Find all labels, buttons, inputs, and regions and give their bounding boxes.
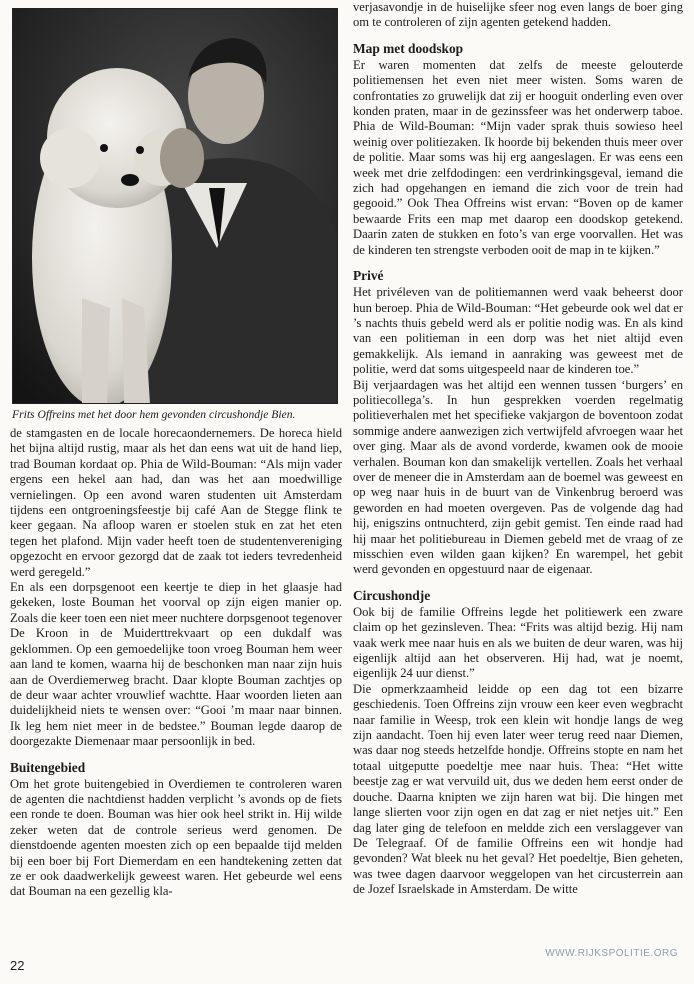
section-heading-buitengebied: Buitengebied — [10, 759, 86, 775]
photo-illustration — [12, 8, 338, 404]
paragraph: En als een dorpsgenoot een keertje te diep in het glaasje had gekeken, loste Bouman het voorval op zijn eigen manier op. Zoals die keer toen een niet meer nuchtere dorpsgenoot tegenover De Kroon in de Muiderttrekvaart op een dukdalf was geklommen. Op een gemoedelijke toon vroeg Bouman hem weer aan land te komen, waarna hij de beschonken man naar zijn huis aan de Overdiemerweg bracht. Daar klopte Bouman zachtjes op de deur waar achter vrouwlief wachtte. Haar woorden lieten aan duidelijkheid niets te wensen over: “Gooi ’m maar naar binnen. Ik leg hem niet meer in de bedstee.” Bouman legde daarop de doorgezakte Diemenaar maar persoonlijk in bed. — [10, 580, 342, 749]
paragraph: Om het grote buitengebied in Overdiemen te controleren waren de agenten die nachtdienst hadden verplicht ’s avonds op de fiets een ronde te doen. Bouman was hier ook heel strikt in. Hij wilde zeker weten dat de controle serieus werd genomen. De dienstdoende agenten moesten zich op een bepaalde tijd melden bij een boer bij Fort Diemerdam en een handtekening zetten dat ze er ook daadwerkelijk geweest waren. Het gebeurde wel eens dat Bouman na een gezellig kla- — [10, 776, 342, 899]
paragraph: verjasavondje in de huiselijke sfeer nog even langs de boer ging om te controleren of zijn agenten getekend hadden. — [353, 0, 683, 30]
photo-caption: Frits Offreins met het door hem gevonden circushondje Bien. — [12, 408, 296, 421]
paragraph: Bij verjaardagen was het altijd een wennen tussen ‘burgers’ en politiecollega’s. In hun gesprekken voerden regelmatig politieverhalen met het specifieke vakjargon de boventoon zodat sommige andere aanwezigen zich vertwijfeld afvroegen waar het over ging. Maar als de avond vorderde, kwamen ook de mooie verhalen. Bouman kon dan smakelijk vertellen. Zoals het verhaal over de meneer die in Amsterdam aan de boemel was geweest en op weg naar huis in de buurt van de Vinkenbrug beroerd was geworden en had moeten overgeven. Pas de volgende dag had hij, enigszins ontnuchterd, zijn gebit gemist. Ten einde raad had hij maar het politiebureau in Diemen gebeld met de vraag of ze misschien even wilden gaan kijken? En warempel, het gebit werd gevonden en opgestuurd naar de eigenaar. — [353, 377, 683, 577]
paragraph: de stamgasten en de locale horecaondernemers. De horeca hield het bijna altijd rustig, maar als het dan eens wat uit de hand liep, trad Bouman kordaat op. Phia de Wild-Bouman: “Als mijn vader ergens een hekel aan had, dan was het aan moedwillige vernielingen. Op een avond waren studenten uit Amsterdam tijdens een ontgroeningsfeestje bij café Aan de Stegge flink te keer gegaan. Na afloop waren er stoelen stuk en zat het eten tegen het plafond. Mijn vader heeft toen de studentenvereniging opgezocht en ervoor gezorgd dat de zaak tot ieders tevredenheid werd geregeld.” — [10, 426, 342, 579]
photo-man-with-poodle — [12, 8, 338, 404]
watermark: WWW.RIJKSPOLITIE.ORG — [545, 948, 678, 959]
right-column — [353, 0, 683, 898]
paragraph: Er waren momenten dat zelfs de meeste gelouterde politiemensen het even niet meer wisten. Soms waren de confrontaties zo gruwelijk dat zij er hooguit onderling even over konden praten, maar in de gezinssfeer was het onderwerp taboe. Phia de Wild-Bouman: “Mijn vader sprak thuis sowieso heel weinig over politiezaken. Ik hoorde bij bekenden thuis meer over de politie. Maar soms was hij erg aangeslagen. Er was eens een week met drie zelfdodingen: een verdrinkingsgeval, iemand die zich had opgehangen en iemand die zich voor de trein had gegooid.” Ook Thea Offreins wist ervan: “Boven op de kamer bewaarde Frits een map met daarop een doodskop getekend. Daarin zaten de stukken en foto’s van erge voorvallen. Het was de kinderen ten strengste verboden ooit de map in te kijken.” — [353, 57, 683, 257]
section-heading-circushondje: Circushondje — [353, 587, 431, 603]
section-heading-prive: Privé — [353, 268, 384, 284]
paragraph: Ook bij de familie Offreins legde het politiewerk een zware claim op het gezinsleven. Thea: “Frits was altijd bezig. Hij nam vaak werk mee naar huis en als we buiten de deur waren, was hij eigenlijk altijd aan het observeren. Hij had, wat je noemt, eigenlijk 24 uur dienst.” — [353, 604, 683, 681]
paragraph: Het privéleven van de politiemannen werd vaak beheerst door hun beroep. Phia de Wild-Bouman: “Het gebeurde ook wel dat er ’s nachts thuis gebeld werd als er politie nodig was. En als kind van een politieman in een dorp was het niet altijd even gemakkelijk. Als iemand in aanraking was geweest met de politie, werd dat soms uitgespeeld naar de kinderen toe.” — [353, 285, 683, 377]
section-heading-map-met-doodskop: Map met doodskop — [353, 40, 464, 56]
page-number: 22 — [10, 958, 25, 973]
paragraph: Die opmerkzaamheid leidde op een dag tot een bizarre geschiedenis. Toen Offreins zijn vrouw een keer even wegbracht naar familie in Weesp, trok een klein wit hondje langs de weg zijn aandacht. Toen hij even later weer terug reed naar Diemen, was daar nog steeds hetzelfde hondje. Offreins stopte en nam het totaal uitgeputte poedeltje mee naar huis. Thea: “Het witte beestje zag er wat vervuild uit, dus we deden hem eerst onder de douche. Daarna knipten we zijn haren wat bij. Die hingen met lange slierten voor zijn ogen en dat zag er niet netjes uit.” Een dag later ging de telefoon en meldde zich een verslaggever van De Telegraaf. Of de familie Offreins een wit hondje had gevonden? Wat bleek nu het geval? Het poedeltje, Bien geheten, was twee dagen daarvoor weggelopen van het circusterrein aan de Jozef Israelskade in Amsterdam. De witte — [353, 681, 683, 897]
left-column — [10, 0, 342, 900]
